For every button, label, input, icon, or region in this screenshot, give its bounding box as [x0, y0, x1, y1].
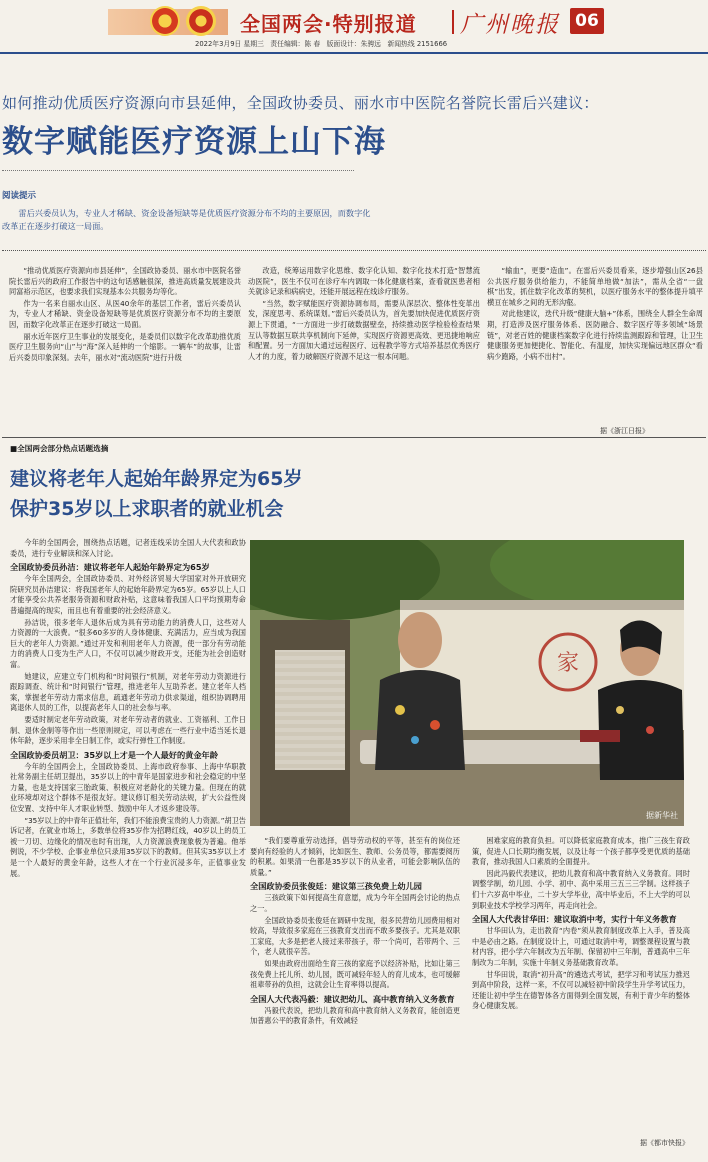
lead-column-3	[487, 266, 703, 363]
paragraph: “35岁以上的中青年正值壮年，我们不能浪费宝贵的人力资源。”胡卫告诉记者，在就业市场上，多数单位将35岁作为招聘红线，40岁以上的员工被一刀切、边缘化的情况也时有出现，人力资源浪费现象极为普遍。他举例说，不少学校、企事业单位只录用35岁以下的教师。但其实35岁以上才是一个人最好的黄金年龄，这些人才在一个行业沉浸多年，正值事业发展。	[10, 815, 246, 878]
subheading: 全国人大代表冯毅：建议把幼儿、高中教育纳入义务教育	[250, 993, 455, 1004]
paragraph: 困难家庭的教育负担。可以降低家庭教育成本，推广三孩生育政策，促进人口长期均衡发展，以及让每一个孩子都享受更优质的基础教育，推动我国人口素质的全面提升。	[472, 836, 690, 867]
paragraph: 今年的全国两会上，全国政协委员、上海市政府参事、上海中华职教社常务副主任胡卫提出，35岁以上的中青年是国家进步和社会稳定的中坚力量，也是支持国家三胎政策、积极应对老龄化的关键力量。但现在的就业环境却对这个群体不是很友好。建议修订相关劳动法规，扩大公益性岗位安置、支持中年人才职业转型、鼓励中年人才返乡建设等。	[10, 761, 246, 814]
source-credit: 据《都市快报》	[640, 1139, 689, 1147]
abstract-text: 雷后兴委员认为，专业人才稀缺、资金设备短缺等是优质医疗资源分布不均的主要原因，而数字化改革正在逐步打破这一局面。	[2, 208, 371, 231]
feature-column-b	[250, 836, 460, 1028]
subheading: 全国人大代表甘华田：建议取消中考，实行十年义务教育	[472, 914, 677, 925]
paragraph: “我们要尊重劳动选择，倡导劳动权的平等，甚至有的岗位还要向有经验的人才倾斜，比如医生、教师、公务员等，都需要阅历的积累。如果清一色都是35岁以下的从业者，可能会影响队伍的质量。”	[250, 836, 460, 877]
paragraph: “输血”，更要“造血”。在雷后兴委员看来，逐步增强山区26县公共医疗服务供给能力，不能简单地做“加法”，需从全省“一盘棋”出发，抓住数字化改革的契机，以医疗服务水平的整体提升填平横亘在城乡之间的无形沟壑。	[487, 266, 703, 307]
masthead-divider	[452, 10, 454, 34]
page-number: 06	[570, 8, 604, 34]
paragraph: 作为一名来自丽水山区、从医40余年的基层工作者，雷后兴委员认为，专业人才稀缺、资金设备短缺等是优质医疗资源分布不均的主要原因，而数字化改革正在逐步打破这一局面。	[9, 298, 241, 329]
photo-credit: 据新华社	[646, 811, 678, 820]
subheading: 全国政协委员张俊廷：建议第三孩免费上幼儿园	[250, 881, 422, 892]
paragraph: 要适时制定老年劳动政策，对老年劳动者的就业、工资福利、工作日制、退休金制等等作出一些原则规定，可以考虑在一些行业中适当延长退休年龄，逐步采用非全日制工作，或实行弹性工作制度。	[10, 714, 246, 746]
edition-title: 全国两会·特别报道	[240, 12, 417, 36]
paper-name: 广州晚报	[460, 12, 560, 38]
feature-column-c	[472, 836, 690, 1013]
designer-credit: 版面设计：朱骋远	[326, 40, 381, 48]
paragraph: 因此冯毅代表建议，把幼儿教育和高中教育纳入义务教育。同时调整学制，幼儿园、小学、初中、高中采用三五三三学制。这样孩子们十六岁高中毕业，二十岁大学毕业，高中毕业后，不上大学的可以到职业技术学校学习两年，再走向社会。	[472, 868, 690, 910]
masthead-rule	[0, 52, 708, 54]
column-tag: ■全国两会部分热点话题选摘	[10, 444, 109, 453]
intro-paragraph: 今年的全国两会，围绕热点话题，记者连线采访全国人大代表和政协委员，进行专业解读和深入讨论。	[10, 538, 246, 558]
dotted-divider	[2, 250, 706, 251]
news-photo	[250, 540, 684, 826]
paragraph: 冯毅代表说，把幼儿教育和高中教育纳入义务教育，能创造更加普惠公平的教育条件，有效减轻	[250, 1005, 460, 1026]
paragraph: 甘华田认为，走出教育“内卷”须从教育制度改革上入手，普及高中是必由之路。在制度设计上，可通过取消中考，调整课程设置与教材内容，把小学六年制改为五年制、保留初中三年制，普通高中三年制改为二年制，实施十年制义务基础教育改革。	[472, 926, 690, 967]
photo-illustration	[250, 540, 684, 826]
paragraph: 孙洁说，很多老年人退休后成为具有劳动能力的消费人口，这些对人力资源的一大浪费。“很多60多岁的人身体健康、充满活力，应当成为我国巨大的老年人力资源。”通过开发和利用老年人力资源，使一部分有劳动能力的消费人口变为生产人口，不仅可以减少财政开支，还能为社会创造财富。	[10, 617, 246, 669]
paragraph: 她建议，应建立专门机构和“时间银行”机制，对老年劳动力资源进行跟踪调查、统计和“时间银行”管理，推进老年人互助养老。建立老年人档案，掌握老年劳动力需求信息，疏通老年劳动力供求渠道，组织协调聘用离退休人员的工作，以提高老年人口的社会参与率。	[10, 671, 246, 713]
paragraph: 丽水近年医疗卫生事业的发展变化，是委员们以数字化改革助推优质医疗卫生服务向“山”与“海”深入延伸的一个缩影。一辆车”的故事，让雷后兴委员印象深刻。去年，丽水对“流动医院”进行升级	[9, 331, 241, 362]
paragraph: 如果由政府出面给生育三孩的家庭予以经济补贴，比如让第三孩免费上托儿所、幼儿园，既可减轻年轻人的育儿成本，也可缓解祖辈带孙的负担，这就会让生育率得以提高。	[250, 958, 460, 990]
lead-column-2	[248, 266, 480, 363]
paragraph: 对此他建议，迭代升级“健康大脑+”体系，围绕全人群全生命周期，打造涉及医疗服务体系、医防融合、数字医疗等多领域“场景链”，对老百姓的健康档案数字化进行持续监测跟踪和管理，让卫生健康服务更加便捷化、智能化、有温度，加快实现偏远地区群众“看病少跑路，小病不出村”。	[487, 309, 703, 361]
paragraph: 改造，统筹运用数字化思维、数字化认知、数字化技术打造“智慧流动医院”，医生不仅可在诊疗车内调取一体化健康档案，查看就医患者相关就诊记录和病病史，还能开展远程在线诊疗服务。	[248, 266, 480, 297]
wall-sign-text: 家	[556, 651, 580, 676]
feature-headline-2: 保护35岁以上求职者的就业机会	[10, 498, 284, 520]
feature-headline-1: 建议将老年人起始年龄界定为65岁	[10, 468, 303, 490]
source-credit: 据《浙江日报》	[600, 427, 649, 435]
paragraph: “推动优质医疗资源向市县延伸”，全国政协委员、丽水市中医院名誉院长雷后兴的政府工作报告中的这句话感触很深，推进高质量发展建设共同富裕示范区，也要求我们实现基本公共服务均等化。	[9, 266, 241, 297]
lead-title: 数字赋能医疗资源上山下海	[2, 124, 386, 160]
feature-column-a	[10, 538, 246, 880]
subheading: 全国政协委员孙洁：建议将老年人起始年龄界定为65岁	[10, 562, 210, 573]
cppcc-emblem-icon	[186, 6, 216, 36]
hotline: 新闻热线 2151666	[387, 40, 448, 48]
paragraph: “当然，数字赋能医疗资源协调布局，需要从深层次、整体性变革出发，深度思考、系统谋划。”雷后兴委员认为，首先要加快促进优质医疗资源上下贯通，“一方面进一步打破数据壁垒，持续推动医学检验检查结果互认等数据互联共享机制向下延伸，实现医疗资源更高效、更迅捷地响应和配置。另一方面加大通过远程医疗、远程教学等方式培养基层优秀医疗人才的力度，着力破解医疗资源不足这一根本问题。	[248, 298, 480, 361]
dotted-divider	[2, 170, 354, 171]
section-rule	[2, 437, 706, 438]
abstract-label: 阅读提示	[2, 191, 37, 201]
subheading: 全国政协委员胡卫：35岁以上才是一个人最好的黄金年龄	[10, 749, 218, 760]
editor-credit: 责任编辑：陈 春	[270, 40, 321, 48]
date-line: 2022年3月9日 星期三	[195, 40, 264, 48]
masthead-info-line	[195, 38, 525, 48]
paragraph: 全国政协委员张俊廷在调研中发现，很多民营幼儿园费用相对较高，导致很多家庭在三孩教育支出而不敢多要孩子。尤其是双职工家庭，大多是把老人接过来带孩子，带一个尚可，若带两个、三个，老人就很辛苦。	[250, 915, 460, 957]
paragraph: 今年全国两会，全国政协委员、对外经济贸易大学国家对外开放研究院研究员孙洁建议：将我国老年人的起始年龄界定为65岁。65岁以上人口才能享受公共养老服务资源和财政补贴，这意味着我国人口平均预期寿命普遍提高的现实，而且也有着重要的社会经济意义。	[10, 574, 246, 615]
lead-kicker: 如何推动优质医疗资源向市县延伸，全国政协委员、丽水市中医院名誉院长雷后兴建议：	[2, 94, 599, 112]
national-emblem-icon	[150, 6, 180, 36]
paragraph: 甘华田说，取消“初升高”的遴选式考试，把学习和考试压力推迟到高中阶段，这样一来，不仅可以减轻初中阶段学生升学考试压力，还能让初中学生在德智体各方面得到全面发展，有利于青少年的整体身心健康发展。	[472, 969, 690, 1011]
lead-column-1	[9, 266, 241, 364]
paragraph: 三孩政策下如何提高生育意愿，成为今年全国两会讨论的热点之一。	[250, 893, 460, 913]
